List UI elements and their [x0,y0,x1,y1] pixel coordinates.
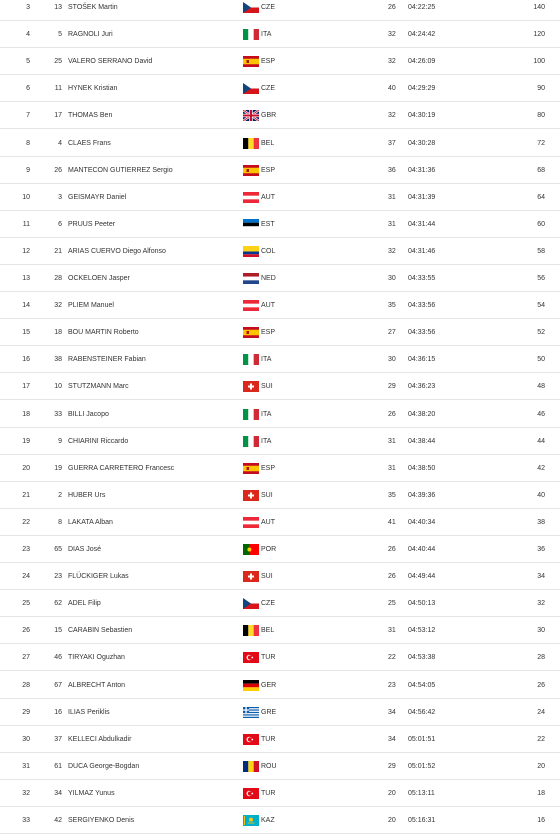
rider-name[interactable]: PLIEM Manuel [68,302,114,310]
nation-code: AUT [261,302,275,310]
sui-flag-icon [243,381,259,392]
points-cell: 54 [537,302,545,310]
age-cell: 35 [388,302,396,310]
bib-cell: 11 [54,85,62,93]
rank-cell: 15 [22,329,30,337]
rider-name[interactable]: CARABIN Sebastien [68,627,133,635]
time-cell: 04:49:44 [408,573,436,581]
nation-code: TUR [261,789,276,797]
bib-cell: 32 [54,302,62,310]
nation-code: CZE [261,4,275,11]
rank-cell: 8 [26,139,30,147]
time-cell: 04:36:15 [408,356,436,364]
points-cell: 64 [537,193,545,201]
age-cell: 26 [388,4,396,11]
table-row[interactable] [0,699,560,726]
rider-name[interactable]: RABENSTEINER Fabian [68,356,146,364]
rider-name[interactable]: CHIARINI Riccardo [68,437,129,445]
tur-flag-icon [243,788,259,799]
esp-flag-icon [243,56,259,67]
rank-cell: 10 [22,193,30,201]
points-cell: 20 [537,762,545,770]
time-cell: 04:22:25 [408,4,436,11]
age-cell: 20 [388,817,396,824]
time-cell: 05:16:31 [408,817,436,824]
age-cell: 41 [388,518,396,526]
nation-code: CZE [261,600,275,608]
rank-cell: 11 [22,220,30,228]
time-cell: 04:53:38 [408,654,436,662]
ita-flag-icon [243,29,259,40]
rank-cell: 9 [26,166,30,174]
time-cell: 04:31:39 [408,193,436,201]
time-cell: 04:30:28 [408,139,436,147]
time-cell: 04:33:56 [408,329,436,337]
points-cell: 58 [537,247,545,255]
points-cell: 44 [537,437,545,445]
rider-name[interactable]: GUERRA CARRETERO Francesc [68,464,175,472]
nation-code: SUI [261,573,273,581]
nation-code: ESP [261,464,276,472]
aut-flag-icon [243,300,259,311]
ita-flag-icon [243,354,259,365]
rider-name[interactable]: KELLECI Abdulkadir [68,735,132,743]
gbr-flag-icon [243,110,259,121]
rider-name[interactable]: ARIAS CUERVO Diego Alfonso [68,247,166,255]
points-cell: 80 [537,112,545,120]
rider-name[interactable]: HYNEK Kristian [68,85,118,93]
age-cell: 20 [388,789,396,797]
aut-flag-icon [243,192,259,203]
sui-flag-icon [243,490,259,501]
esp-flag-icon [243,463,259,474]
rider-name[interactable]: RAGNOLI Juri [68,31,113,39]
time-cell: 04:40:34 [408,518,436,526]
rank-cell: 16 [22,356,30,364]
age-cell: 29 [388,762,396,770]
nation-code: AUT [261,193,275,201]
nation-code: GBR [261,112,277,120]
rider-name[interactable]: ILIAS Periklis [68,708,110,716]
gre-flag-icon [243,707,259,718]
nation-code: TUR [261,735,276,743]
time-cell: 04:26:09 [408,58,436,66]
bib-cell: 5 [58,31,62,39]
rider-name[interactable]: BOU MARTIN Roberto [68,329,139,337]
rank-cell: 19 [22,437,30,445]
bib-cell: 38 [54,356,62,364]
est-flag-icon [243,219,259,230]
time-cell: 04:31:36 [408,166,436,174]
age-cell: 32 [388,31,396,39]
table-row[interactable] [0,346,560,373]
bib-cell: 25 [54,58,62,66]
bib-cell: 67 [54,681,62,689]
age-cell: 27 [388,329,396,337]
points-cell: 30 [537,627,545,635]
rank-cell: 4 [26,31,30,39]
aut-flag-icon [243,517,259,528]
age-cell: 25 [388,600,396,608]
age-cell: 32 [388,247,396,255]
rank-cell: 31 [22,762,30,770]
age-cell: 40 [388,85,396,93]
nation-code: ESP [261,166,276,174]
bib-cell: 10 [54,383,62,391]
rider-name[interactable]: GEISMAYR Daniel [68,193,127,201]
bib-cell: 16 [54,708,62,716]
points-cell: 26 [537,681,545,689]
points-cell: 38 [537,518,545,526]
bib-cell: 34 [54,789,62,797]
points-cell: 42 [537,464,545,472]
rider-name[interactable]: STOŠEK Martin [68,4,118,11]
points-cell: 22 [537,735,545,743]
points-cell: 68 [537,166,545,174]
rank-cell: 3 [26,4,30,11]
table-row[interactable] [0,102,560,129]
rider-name[interactable]: YILMAZ Yunus [68,789,115,797]
bib-cell: 26 [54,166,62,174]
nation-code: COL [261,247,276,255]
nation-code: ESP [261,58,276,66]
table-row[interactable] [0,807,560,834]
age-cell: 26 [388,546,396,553]
age-cell: 37 [388,139,396,147]
age-cell: 22 [388,654,396,662]
time-cell: 05:13:11 [408,789,435,797]
rider-name[interactable]: ADEL Filip [68,600,101,608]
age-cell: 35 [388,491,396,499]
points-cell: 34 [537,573,545,581]
nation-code: BEL [261,627,275,635]
nation-code: NED [261,275,276,282]
points-cell: 40 [537,491,545,499]
nation-code: ROU [261,762,277,770]
time-cell: 04:39:36 [408,491,436,499]
nation-code: ESP [261,329,276,337]
table-row[interactable] [0,48,560,75]
bib-cell: 23 [54,573,62,581]
rank-cell: 25 [22,600,30,608]
nation-code: SUI [261,491,273,499]
table-row[interactable] [0,644,560,671]
age-cell: 32 [388,112,396,120]
table-row[interactable] [0,401,560,428]
table-row[interactable] [0,428,560,455]
table-row[interactable] [0,590,560,617]
sui-flag-icon [243,571,259,582]
time-cell: 04:30:19 [408,112,436,120]
nation-code: CZE [261,85,275,93]
time-cell: 04:33:55 [408,275,436,282]
age-cell: 30 [388,356,396,364]
table-row[interactable] [0,238,560,265]
rider-name[interactable]: STUTZMANN Marc [68,383,129,391]
table-row[interactable] [0,319,560,346]
rank-cell: 24 [22,573,30,581]
table-row[interactable] [0,157,560,184]
bib-cell: 42 [54,817,62,824]
points-cell: 28 [537,654,545,662]
points-cell: 52 [537,329,545,337]
ita-flag-icon [243,409,259,420]
points-cell: 56 [537,275,545,282]
rider-name[interactable]: HUBER Urs [68,491,106,499]
rank-cell: 12 [22,247,30,255]
table-row[interactable] [0,0,560,21]
rank-cell: 32 [22,789,30,797]
bib-cell: 15 [54,627,62,635]
rank-cell: 5 [26,58,30,66]
table-row[interactable] [0,265,560,292]
bib-cell: 62 [54,600,62,608]
bib-cell: 3 [58,193,62,201]
time-cell: 04:54:05 [408,681,436,689]
points-cell: 24 [537,708,545,716]
points-cell: 18 [537,789,545,797]
rank-cell: 28 [22,681,30,689]
ita-flag-icon [243,436,259,447]
bib-cell: 9 [58,437,62,445]
kaz-flag-icon [243,815,259,826]
por-flag-icon [243,544,259,555]
bib-cell: 33 [54,410,62,418]
bib-cell: 19 [54,464,62,472]
age-cell: 23 [388,681,396,689]
nation-code: ITA [261,437,272,445]
rank-cell: 23 [22,546,30,553]
table-row[interactable] [0,509,560,536]
time-cell: 04:56:42 [408,708,436,716]
rider-name[interactable]: DUCA George-Bogdan [68,762,140,770]
bib-cell: 8 [58,518,62,526]
bib-cell: 2 [58,491,62,499]
rider-name[interactable]: FLÜCKIGER Lukas [68,573,129,581]
rider-name[interactable]: ALBRECHT Anton [68,681,126,689]
bib-cell: 13 [54,4,62,11]
nation-code: EST [261,220,275,228]
age-cell: 36 [388,166,396,174]
rider-name[interactable]: BILLI Jacopo [68,410,109,418]
bel-flag-icon [243,138,259,149]
nation-code: ITA [261,31,272,39]
table-row[interactable] [0,617,560,644]
time-cell: 04:24:42 [408,31,436,39]
nation-code: POR [261,546,277,553]
table-row[interactable] [0,482,560,509]
table-row[interactable] [0,672,560,699]
table-row[interactable] [0,184,560,211]
nation-code: GRE [261,708,277,716]
age-cell: 34 [388,708,396,716]
esp-flag-icon [243,165,259,176]
points-cell: 140 [533,4,545,11]
time-cell: 04:38:44 [408,437,436,445]
table-row[interactable] [0,373,560,400]
age-cell: 31 [388,464,396,472]
table-row[interactable] [0,292,560,319]
rank-cell: 18 [22,410,30,418]
ned-flag-icon [243,273,259,284]
nation-code: AUT [261,518,275,526]
nation-code: ITA [261,410,272,418]
rank-cell: 13 [22,275,30,282]
bib-cell: 4 [58,139,62,147]
time-cell: 04:38:50 [408,464,436,472]
rider-name[interactable]: THOMAS Ben [68,112,113,120]
bel-flag-icon [243,625,259,636]
points-cell: 72 [537,139,545,147]
time-cell: 04:31:46 [408,247,436,255]
time-cell: 04:50:13 [408,600,436,608]
bib-cell: 17 [54,112,62,120]
table-row[interactable] [0,536,560,563]
rank-cell: 6 [26,85,30,93]
rider-name[interactable]: TIRYAKI Oguzhan [68,654,125,662]
table-row[interactable] [0,130,560,157]
time-cell: 05:01:51 [408,735,436,743]
table-row[interactable] [0,563,560,590]
rank-cell: 20 [22,464,30,472]
age-cell: 26 [388,410,396,418]
tur-flag-icon [243,652,259,663]
rank-cell: 21 [22,491,30,499]
rank-cell: 22 [22,518,30,526]
rank-cell: 30 [22,735,30,743]
cze-flag-icon [243,2,259,13]
table-row[interactable] [0,455,560,482]
points-cell: 60 [537,220,545,228]
rider-name[interactable]: LAKATA Alban [68,518,113,526]
table-row[interactable] [0,21,560,48]
rank-cell: 14 [22,302,30,310]
points-cell: 100 [533,58,545,66]
age-cell: 32 [388,58,396,66]
nation-code: ITA [261,356,272,364]
age-cell: 31 [388,220,396,228]
nation-code: SUI [261,383,273,391]
rider-name[interactable]: DIAS José [68,546,102,553]
rou-flag-icon [243,761,259,772]
esp-flag-icon [243,327,259,338]
time-cell: 04:40:44 [408,546,436,553]
ger-flag-icon [243,680,259,691]
time-cell: 04:29:29 [408,85,436,93]
rider-name[interactable]: VALERO SERRANO David [68,58,153,66]
bib-cell: 18 [54,329,62,337]
rider-name[interactable]: OCKELOEN Jasper [68,275,130,282]
bib-cell: 6 [58,220,62,228]
points-cell: 50 [537,356,545,364]
time-cell: 04:31:44 [408,220,436,228]
points-cell: 48 [537,383,545,391]
points-cell: 90 [537,85,545,93]
age-cell: 26 [388,573,396,581]
bib-cell: 46 [54,654,62,662]
table-row[interactable] [0,75,560,102]
table-row[interactable] [0,780,560,807]
table-row[interactable] [0,753,560,780]
nation-code: KAZ [261,817,275,824]
time-cell: 05:01:52 [408,762,436,770]
age-cell: 30 [388,275,396,282]
points-cell: 36 [537,546,545,553]
table-row[interactable] [0,211,560,238]
points-cell: 16 [537,817,545,824]
points-cell: 32 [537,600,545,608]
age-cell: 31 [388,193,396,201]
rider-name[interactable]: SERGIYENKO Denis [68,817,135,824]
cze-flag-icon [243,83,259,94]
time-cell: 04:36:23 [408,383,436,391]
rider-name[interactable]: CLAES Frans [68,139,111,147]
age-cell: 31 [388,437,396,445]
nation-code: TUR [261,654,276,662]
age-cell: 31 [388,627,396,635]
rank-cell: 26 [22,627,30,635]
time-cell: 04:38:20 [408,410,436,418]
points-cell: 120 [533,31,545,39]
bib-cell: 61 [54,762,62,770]
rider-name[interactable]: PRUUS Peeter [68,220,116,228]
bib-cell: 28 [54,275,62,282]
col-flag-icon [243,246,259,257]
bib-cell: 21 [54,247,62,255]
rank-cell: 29 [22,708,30,716]
rank-cell: 7 [26,112,30,120]
points-cell: 46 [537,410,545,418]
rank-cell: 27 [22,654,30,662]
time-cell: 04:33:56 [408,302,436,310]
age-cell: 29 [388,383,396,391]
table-row[interactable] [0,726,560,753]
age-cell: 34 [388,735,396,743]
nation-code: BEL [261,139,275,147]
bib-cell: 65 [54,546,62,553]
rider-name[interactable]: MANTECON GUTIERREZ Sergio [68,166,173,174]
bib-cell: 37 [54,735,62,743]
time-cell: 04:53:12 [408,627,436,635]
nation-code: GER [261,681,277,689]
rank-cell: 17 [22,383,30,391]
rank-cell: 33 [22,817,30,824]
tur-flag-icon [243,734,259,745]
